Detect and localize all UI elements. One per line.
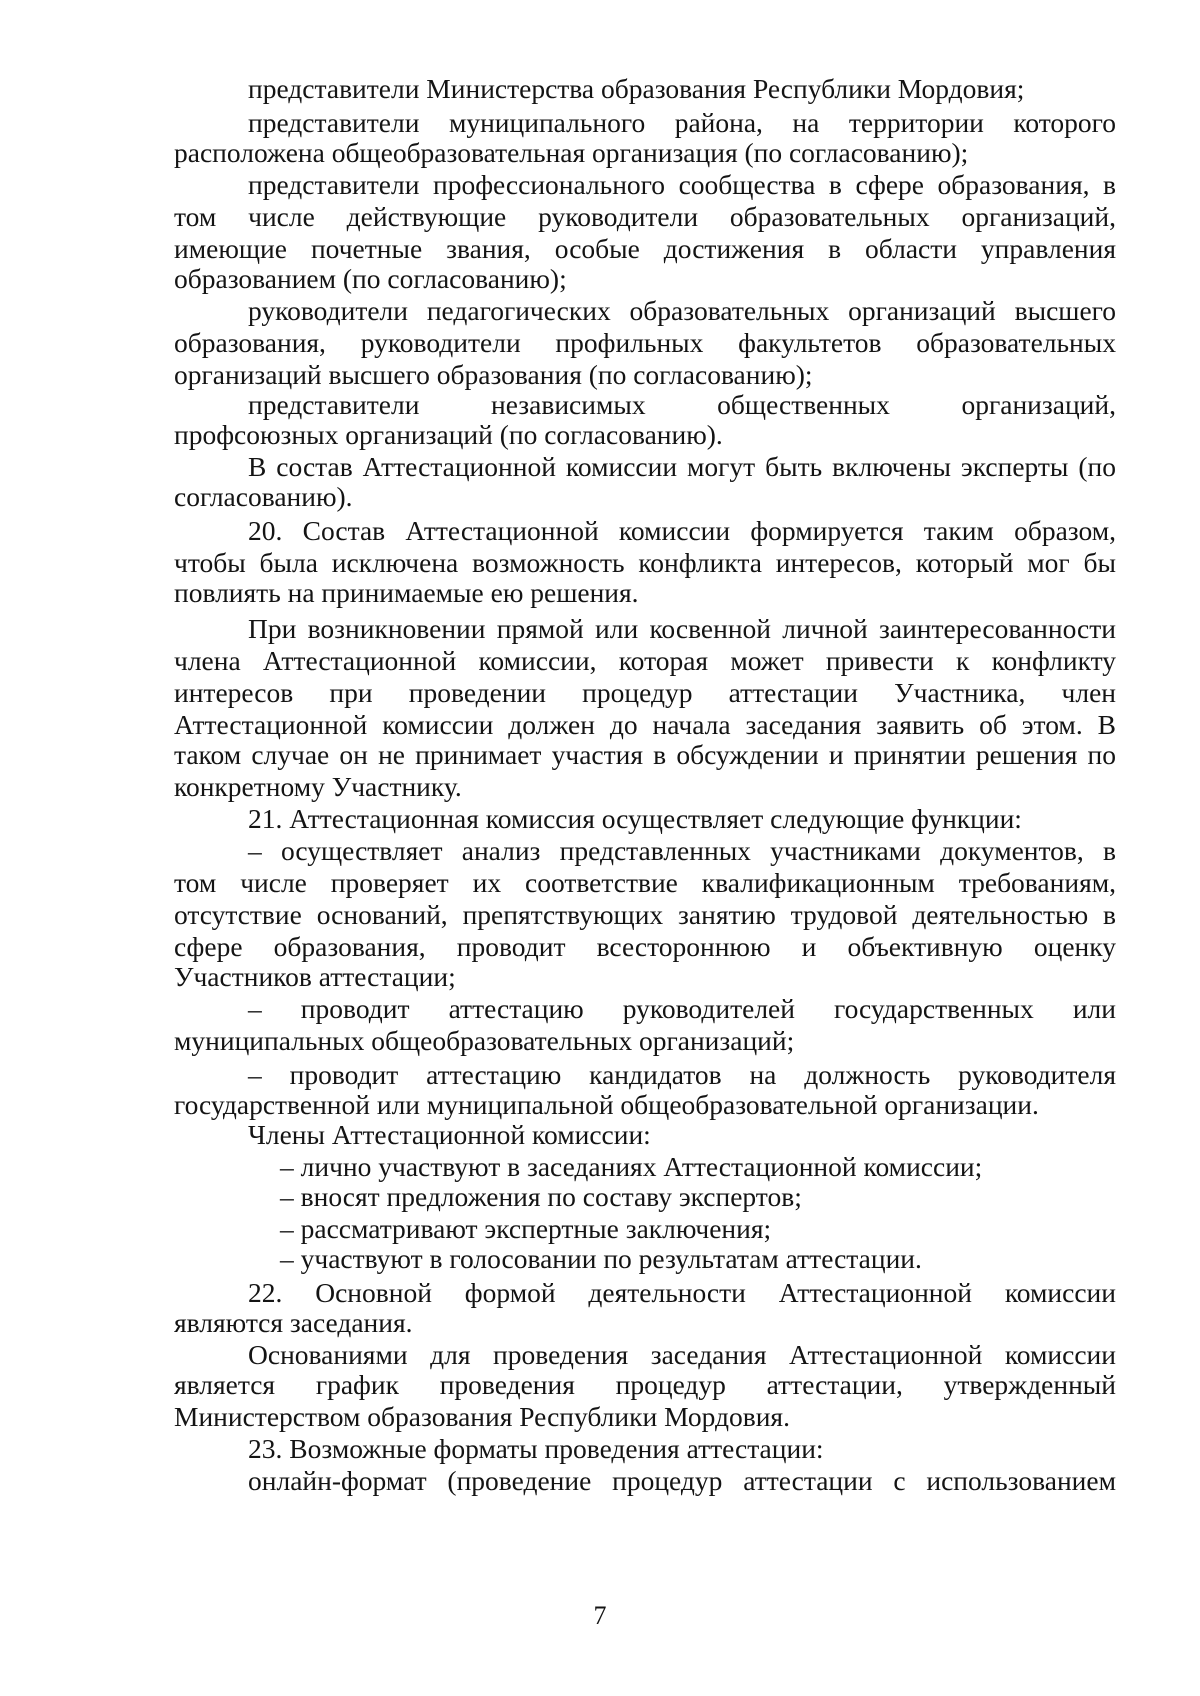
text-line: – вносят предложения по составу экспертов; [280, 1181, 802, 1212]
text-line: том числе действующие руководители образовательных организаций, [174, 201, 1116, 232]
text-line: конкретному Участнику. [174, 771, 462, 802]
text-line: таком случае он не принимает участия в обсуждении и принятии решения по [174, 739, 1116, 770]
text-line: 20. Состав Аттестационной комиссии формируется таким образом, [248, 515, 1116, 546]
text-line: 21. Аттестационная комиссия осуществляет следующие функции: [248, 803, 1022, 834]
text-line: 23. Возможные форматы проведения аттестации: [248, 1433, 824, 1464]
page-number: 7 [593, 1601, 607, 1630]
text-line: 22. Основной формой деятельности Аттестационной комиссии [248, 1277, 1116, 1308]
text-line: профсоюзных организаций (по согласованию). [174, 419, 723, 450]
text-line: Основаниями для проведения заседания Аттестационной комиссии [248, 1339, 1116, 1370]
text-line: муниципальных общеобразовательных организаций; [174, 1025, 795, 1056]
text-line: представители независимых общественных организаций, [248, 389, 1116, 420]
text-line: сфере образования, проводит всестороннюю и объективную оценку [174, 931, 1116, 962]
text-line: Аттестационной комиссии должен до начала заседания заявить об этом. В [174, 709, 1116, 740]
text-line: – лично участвуют в заседаниях Аттестационной комиссии; [280, 1151, 983, 1182]
text-line: представители профессионального сообщества в сфере образования, в [248, 169, 1116, 200]
text-line: имеющие почетные звания, особые достижения в области управления [174, 233, 1116, 264]
text-line: – проводит аттестацию руководителей государственных или [248, 993, 1116, 1024]
text-line: члена Аттестационной комиссии, которая может привести к конфликту [174, 645, 1116, 676]
text-line: чтобы была исключена возможность конфликта интересов, который мог бы [174, 547, 1116, 578]
text-line: том числе проверяет их соответствие квалификационным требованиям, [174, 867, 1116, 898]
text-line: является график проведения процедур аттестации, утвержденный [174, 1369, 1116, 1400]
text-line: руководители педагогических образовательных организаций высшего [248, 295, 1116, 326]
text-line: образования, руководители профильных факультетов образовательных [174, 327, 1116, 358]
text-line: согласованию). [174, 481, 353, 512]
text-line: представители муниципального района, на территории которого [248, 107, 1116, 138]
text-line: онлайн-формат (проведение процедур аттестации с использованием [248, 1465, 1116, 1496]
text-line: Министерством образования Республики Мордовия. [174, 1401, 790, 1432]
text-line: государственной или муниципальной общеобразовательной организации. [174, 1089, 1039, 1120]
text-line: В состав Аттестационной комиссии могут быть включены эксперты (по [248, 451, 1116, 482]
text-line: – проводит аттестацию кандидатов на должность руководителя [248, 1059, 1116, 1090]
text-line: повлиять на принимаемые ею решения. [174, 577, 639, 608]
text-line: интересов при проведении процедур аттестации Участника, член [174, 677, 1116, 708]
text-line: Члены Аттестационной комиссии: [248, 1119, 651, 1150]
text-line: являются заседания. [174, 1307, 413, 1338]
text-line: образованием (по согласованию); [174, 263, 567, 294]
text-line: представители Министерства образования Республики Мордовия; [248, 73, 1025, 104]
text-line: – участвуют в голосовании по результатам аттестации. [280, 1243, 922, 1274]
text-line: отсутствие оснований, препятствующих занятию трудовой деятельностью в [174, 899, 1116, 930]
text-line: – рассматривают экспертные заключения; [280, 1213, 772, 1244]
text-line: расположена общеобразовательная организация (по согласованию); [174, 137, 969, 168]
text-line: – осуществляет анализ представленных участниками документов, в [248, 835, 1116, 866]
text-line: При возникновении прямой или косвенной личной заинтересованности [248, 613, 1116, 644]
text-line: организаций высшего образования (по согласованию); [174, 359, 813, 390]
text-line: Участников аттестации; [174, 961, 456, 992]
